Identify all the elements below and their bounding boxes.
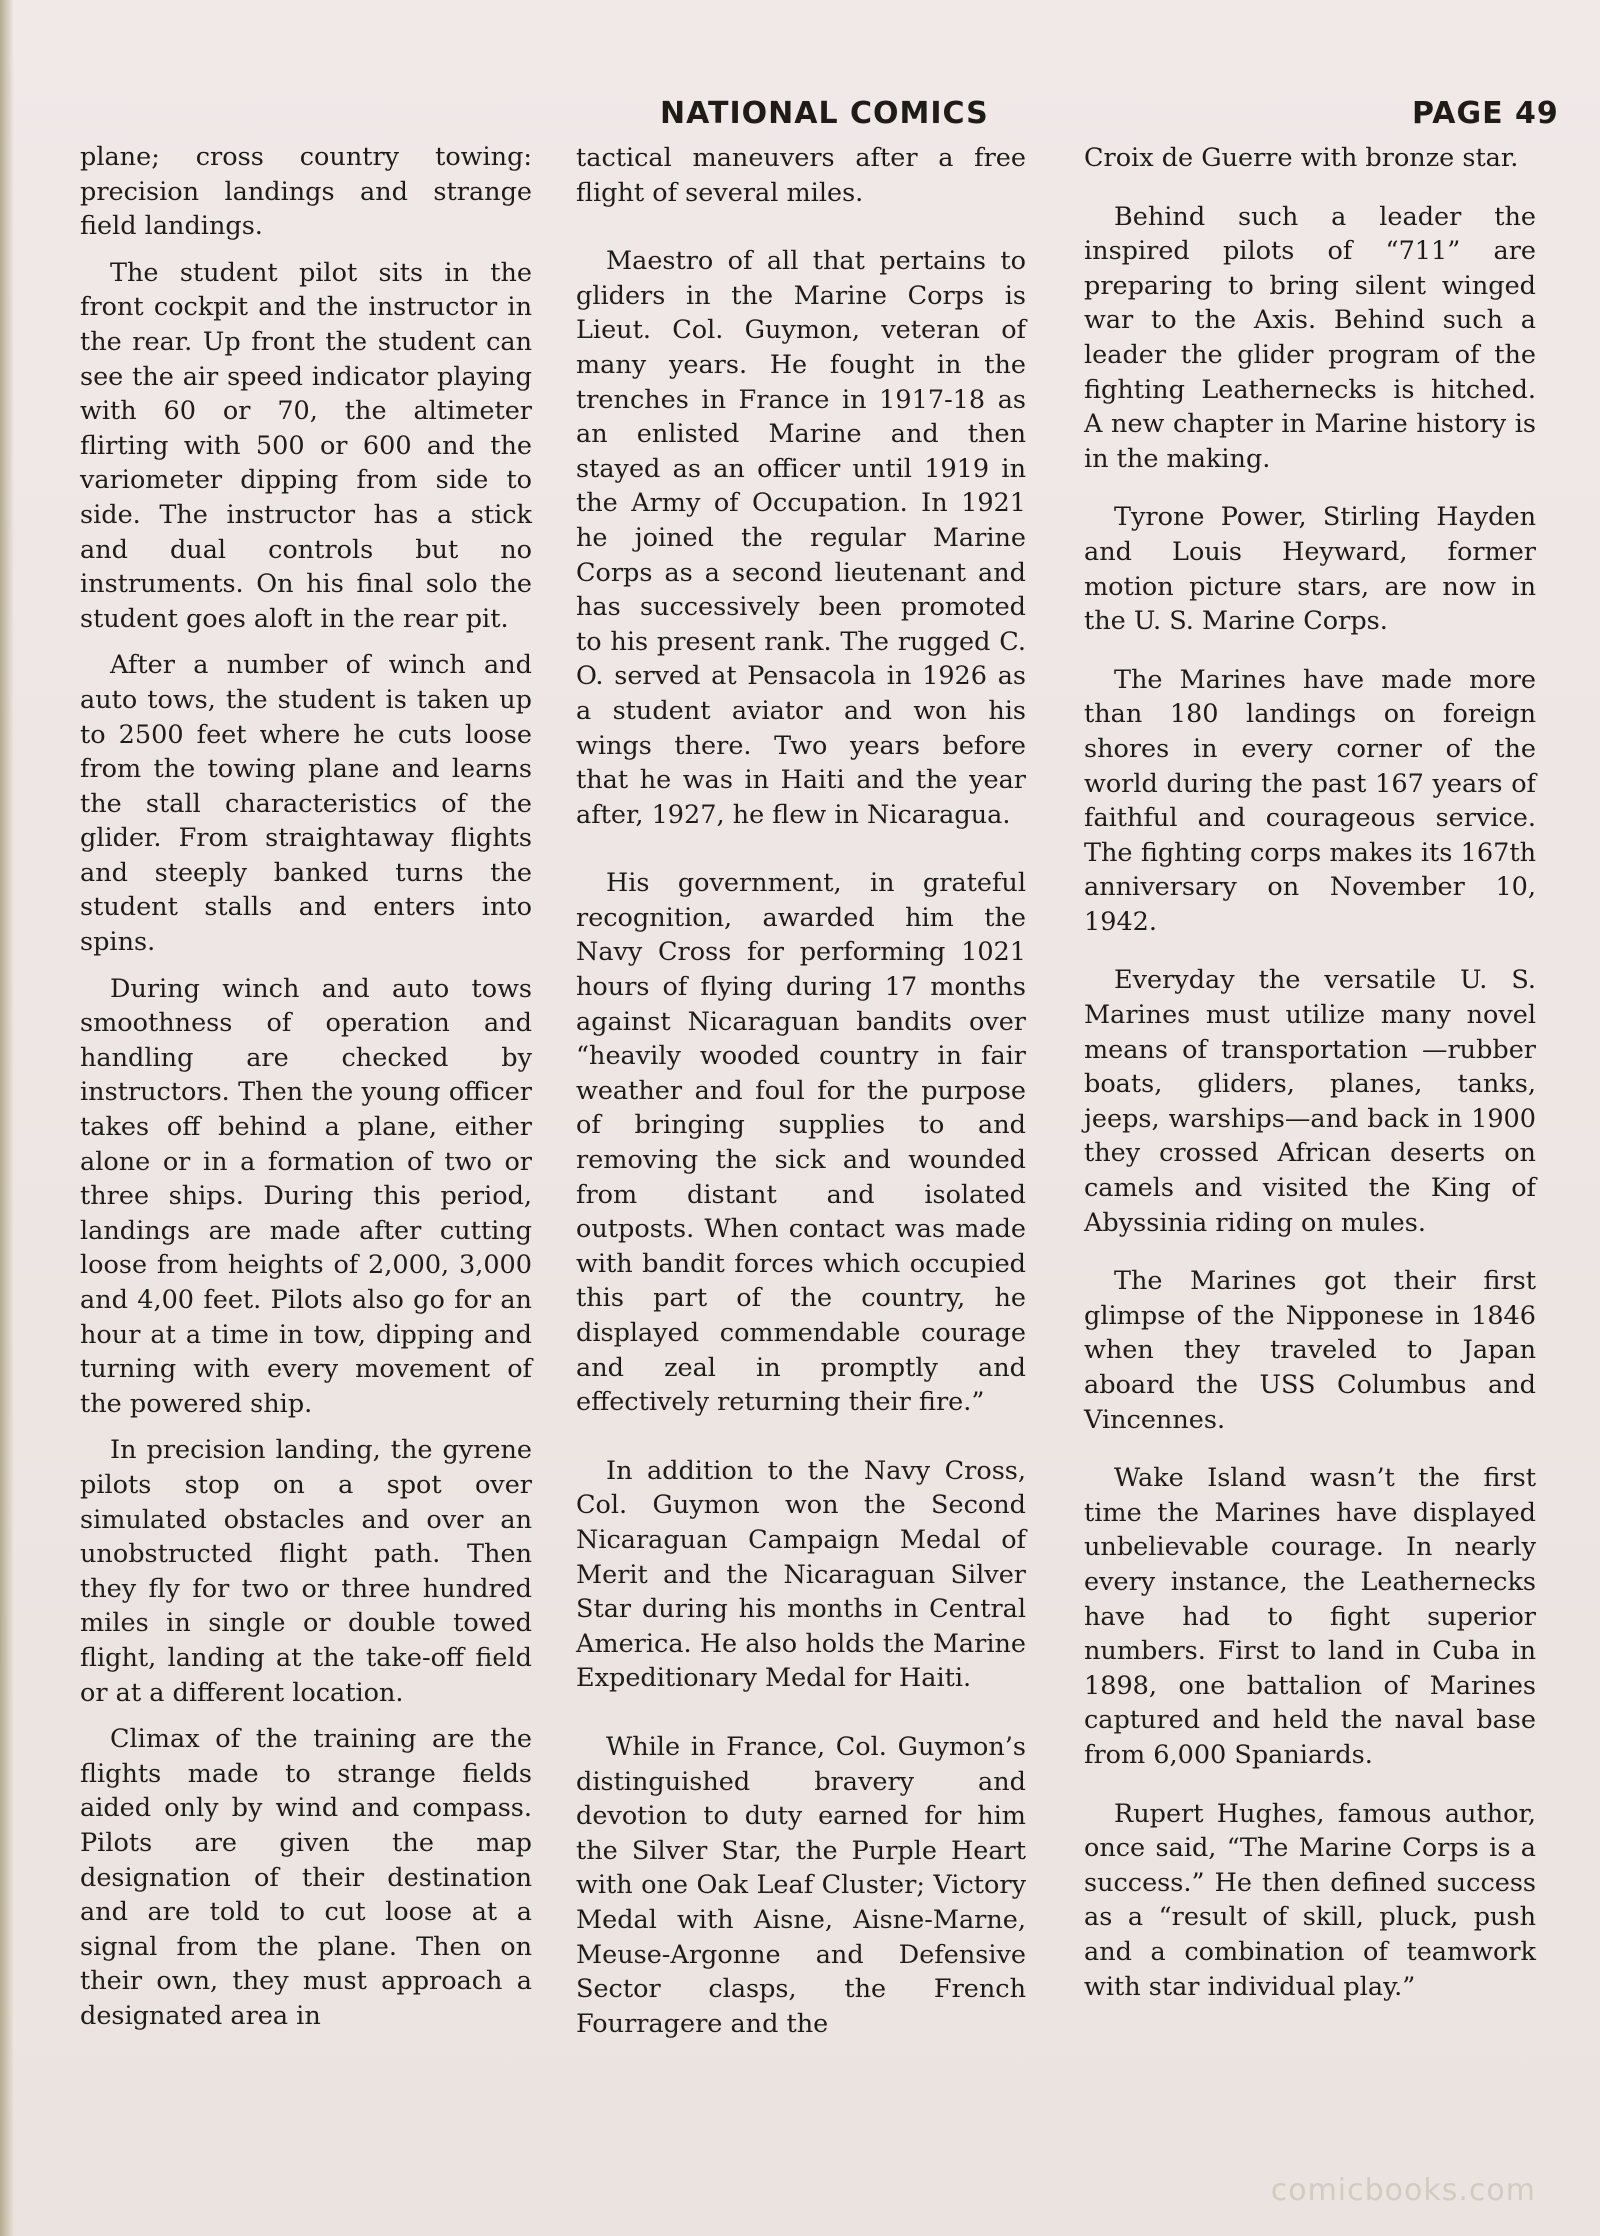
paragraph: Croix de Guerre with bronze star.	[1084, 143, 1519, 173]
paragraph: During winch and auto tows smoothness of operation and handling are checked by instructors. Then the young officer takes off behind a plane, either alone or in a formation of two or three ships. During this period, landings are made after cutting loose from heights of 2,000, 3,000 and 4,00 feet. Pilots also go for an hour at a time in tow, dipping and turning with every movement of the powered ship.	[80, 973, 532, 1419]
paragraph: His government, in grateful recognition, awarded him the Navy Cross for performing 1021 hours of flying during 17 months against Nicaraguan bandits over “heavily wooded country in fair weather and foul for the purpose of bringing supplies to and removing the sick and wounded from distant and isolated outposts. When contact was made with bandit forces which occupied this part of the country, he displayed commendable courage and zeal in promptly and effectively returning their fire.”	[576, 868, 1026, 1418]
paragraph: In precision landing, the gyrene pilots stop on a spot over simulated obstacles and over an unobstructed flight path. Then they fly for two or three hundred miles in single or double towed flight, landing at the take-off field or at a different location.	[80, 1435, 532, 1708]
paragraph: Wake Island wasn’t the first time the Marines have displayed unbelievable courage. In nearly every instance, the Leathernecks have had to fight superior numbers. First to land in Cuba in 1898, one battalion of Marines captured and held the naval base from 6,000 Spaniards.	[1084, 1463, 1536, 1770]
text-column-1	[80, 140, 532, 2045]
paragraph: In addition to the Navy Cross, Col. Guymon won the Second Nicaraguan Campaign Medal of Merit and the Nicaraguan Silver Star during his months in Central America. He also holds the Marine Expeditionary Medal for Haiti.	[576, 1455, 1026, 1694]
page-header	[0, 96, 1600, 136]
paragraph: Maestro of all that pertains to gliders in the Marine Corps is Lieut. Col. Guymon, veteran of many years. He fought in the trenches in France in 1917-18 as an enlisted Marine and then stayed as an officer until 1919 in the Army of Occupation. In 1921 he joined the regular Marine Corps as a second lieutenant and has successively been promoted to his present rank. The rugged C. O. served at Pensacola in 1926 as a student aviator and won his wings there. Two years before that he was in Haiti and the year after, 1927, he flew in Nicaragua.	[576, 246, 1026, 830]
magazine-title: NATIONAL COMICS	[660, 96, 989, 131]
site-watermark: comicbooks.com	[1270, 2173, 1536, 2208]
paragraph: The Marines have made more than 180 landings on foreign shores in every corner of the world during the past 167 years of faithful and courageous service. The fighting corps makes its 167th anniversary on November 10, 1942.	[1084, 664, 1536, 937]
text-column-2	[576, 141, 1026, 2075]
paragraph: After a number of winch and auto tows, the student is taken up to 2500 feet where he cuts loose from the towing plane and learns the stall characteristics of the glider. From straightaway flights and steeply banked turns the student stalls and enters into spins.	[80, 650, 532, 958]
paragraph: The student pilot sits in the front cockpit and the instructor in the rear. Up front the student can see the air speed indicator playing with 60 or 70, the altimeter flirting with 500 or 600 and the variometer dipping from side to side. The instructor has a stick and dual controls but no instruments. On his final solo the student goes aloft in the rear pit.	[80, 257, 532, 634]
paragraph: Climax of the training are the flights made to strange fields aided only by wind and compass. Pilots are given the map designation of their destination and are told to cut loose at a signal from the plane. Then on their own, they must approach a designated area in	[80, 1724, 532, 2031]
paragraph: While in France, Col. Guymon’s distinguished bravery and devotion to duty earned for him the Silver Star, the Purple Heart with one Oak Leaf Cluster; Victory Medal with Aisne, Aisne-Marne, Meuse-Argonne and Defensive Sector clasps, the French Fourragere and the	[576, 1731, 1026, 2039]
text-column-3	[1084, 141, 1536, 2028]
paragraph: The Marines got their first glimpse of the Nipponese in 1846 when they traveled to Japan aboard the USS Columbus and Vincennes.	[1084, 1266, 1536, 1435]
paragraph: Rupert Hughes, famous author, once said, “The Marine Corps is a success.” He then defined success as a “result of skill, pluck, push and a combination of teamwork with star individual play.”	[1084, 1798, 1536, 2002]
paragraph: plane; cross country towing: precision landings and strange field landings.	[80, 142, 532, 242]
paragraph: Everyday the versatile U. S. Marines must utilize many novel means of transportation —rubber boats, gliders, planes, tanks, jeeps, warships—and back in 1900 they crossed African deserts on camels and visited the King of Abyssinia riding on mules.	[1084, 965, 1536, 1238]
paragraph: Tyrone Power, Stirling Hayden and Louis Heyward, former motion picture stars, are now in the U. S. Marine Corps.	[1084, 502, 1536, 637]
paragraph: tactical maneuvers after a free flight of several miles.	[576, 143, 1026, 208]
paragraph: Behind such a leader the inspired pilots of “711” are preparing to bring silent winged war to the Axis. Behind such a leader the glider program of the fighting Leathernecks is hitched. A new chapter in Marine history is in the making.	[1084, 201, 1536, 474]
page-number: PAGE 49	[1412, 96, 1559, 131]
